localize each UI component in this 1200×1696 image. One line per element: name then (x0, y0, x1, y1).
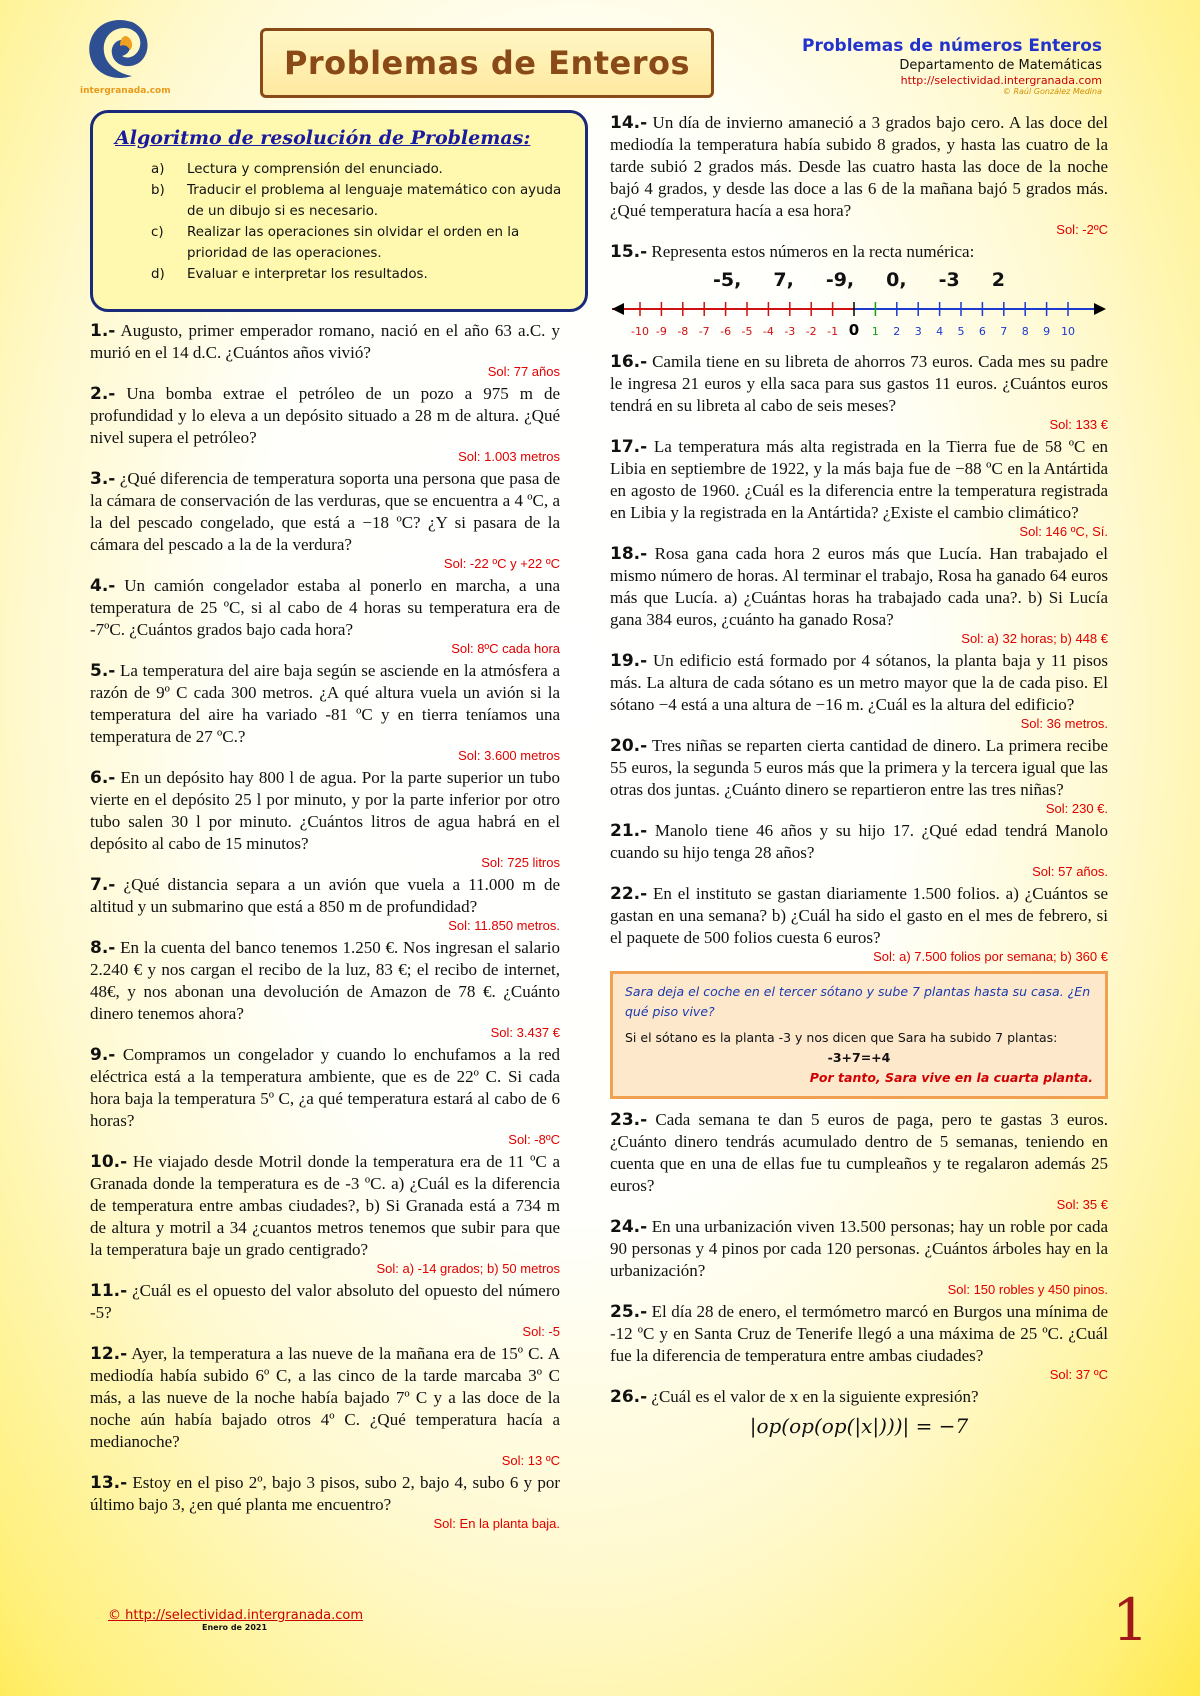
author: © Raúl González Medina (1002, 87, 1102, 96)
header-right-title: Problemas de números Enteros (802, 36, 1102, 56)
solution: Sol: En la planta baja. (433, 1516, 560, 1531)
note-result: Por tanto, Sara vive en la cuarta planta. (809, 1070, 1093, 1085)
tick-label: -8 (677, 325, 689, 338)
problem: 18.- Rosa gana cada hora 2 euros más que Lucía. Han trabajado el mismo número de horas. Al terminar el trabajo, Rosa ha ganado 64 euros más que Lucía. a) ¿Cuántas horas ha trabajado cada una?. b) Si Lucía gana 384 euros, ¿cuánto ha ganado Rosa? (610, 544, 1109, 629)
page-title: Problemas de Enteros (283, 44, 691, 82)
problem: 4.- Un camión congelador estaba al ponerlo en marcha, a una temperatura de 25 ºC, si al cabo de 4 horas su temperatura era de -7ºC. ¿Cuántos grados bajo cada hora? (90, 576, 561, 639)
problem: 6.- En un depósito hay 800 l de agua. Por la parte superior un tubo vierte en el depósito 25 l por minuto, y por la parte inferior por otro tubo salen 30 l por minuto. ¿Cuántos litros de agua habrá en el depósito al cabo de 15 minutos? (90, 768, 561, 853)
solution: Sol: 57 años. (1032, 864, 1108, 879)
problem: 1.- Augusto, primer emperador romano, nació en el año 63 a.C. y murió en el 14 d.C. ¿Cuántos años vivió? (90, 321, 560, 362)
number-line (610, 291, 1108, 347)
example-note (610, 971, 1108, 1099)
problem: 24.- En una urbanización viven 13.500 personas; hay un roble por cada 90 personas y 4 pinos por cada 120 personas. ¿Cuántos árboles hay en la urbanización? (610, 1217, 1109, 1280)
problem: 19.- Un edificio está formado por 4 sótanos, la planta baja y 11 pisos más. La altura de cada sótano es un metro mayor que la de cada piso. El sótano −4 está a una altura de −16 m. ¿Cuál es la altura del edificio? (610, 651, 1108, 714)
plot-number: -3 (938, 269, 960, 291)
footer-date: Enero de 2021 (202, 1623, 268, 1632)
tick-label: -6 (720, 325, 732, 338)
algorithm-step: d) Evaluar e interpretar los resultados. (151, 267, 428, 282)
solution: Sol: 133 € (1049, 417, 1108, 432)
problem: 11.- ¿Cuál es el opuesto del valor absoluto del opuesto del número -5? (90, 1281, 561, 1322)
note-calc: -3+7=+4 (827, 1050, 891, 1065)
problem: 10.- He viajado desde Motril donde la temperatura era de 11 ºC a Granada donde la temperatura es de -3 ºC. a) ¿Cuál es la diferencia de temperatura entre ambas ciudades?, b) Si Granada está a 734 m de altura y motril a 34 ¿cuantos metros tenemos que subir para que la temperatura baje un grado centigrado? (90, 1152, 561, 1259)
tick-label: 4 (936, 325, 944, 338)
solution: Sol: 146 ºC, Sí. (1019, 524, 1108, 539)
problems-group (610, 351, 1108, 965)
solution: Sol: a) -14 grados; b) 50 metros (376, 1261, 560, 1276)
solution: Sol: 36 metros. (1020, 716, 1108, 731)
tick-label: -10 (631, 325, 649, 338)
problem: 22.- En el instituto se gastan diariamente 1.500 folios. a) ¿Cuántos se gastan en una semana? b) ¿Cuál ha sido el gasto en el mes de febrero, si el paquete de 500 folios cuesta 6 euros? (610, 884, 1108, 947)
algorithm-title: Algoritmo de resolución de Problemas: (115, 127, 531, 149)
problem: 20.- Tres niñas se reparten cierta cantidad de dinero. La primera recibe 55 euros, la segunda 5 euros más que la primera y la tercera igual que las otras dos juntas. ¿Cuánto dinero se repartieron entre las tres niñas? (610, 736, 1108, 799)
problem: 16.- Camila tiene en su libreta de ahorros 73 euros. Cada mes su padre le ingresa 21 euros y ella saca para sus gastos 11 euros. ¿Cuántos euros tendrá en su libreta al cabo de seis meses? (610, 352, 1108, 415)
tick-label: -4 (762, 325, 774, 338)
problem: 9.- Compramos un congelador y cuando lo enchufamos a la red eléctrica está a la temperatura ambiente, que es de 22º C. Si cada hora baja la temperatura 5º C, ¿a qué temperatura estará al cabo de 6 horas? (90, 1045, 561, 1130)
tick-label: 9 (1043, 325, 1051, 338)
solution: Sol: 37 ºC (1049, 1367, 1108, 1382)
tick-label: 3 (914, 325, 922, 338)
tick-label: -2 (805, 325, 817, 338)
problem: 2.- Una bomba extrae el petróleo de un pozo a 975 m de profundidad y lo eleva a un depósito situado a 28 m de altura. ¿Qué nivel supera el petróleo? (90, 384, 560, 447)
plot-number: 7, (773, 269, 794, 291)
left-column (90, 320, 560, 1535)
solution: Sol: -2ºC (1056, 222, 1108, 237)
problem: 12.- Ayer, la temperatura a las nueve de la mañana era de 15º C. A mediodía había subido 6º C, a las cinco de la tarde marcaba 3º C más, a las nueve de la noche había bajado 7º C y a las doce de la noche aún había bajado otros 4º C. ¿Qué temperatura hacía a medianoche? (90, 1344, 561, 1451)
footer-link[interactable]: © http://selectividad.intergranada.com (108, 1608, 364, 1623)
solution: Sol: 725 litros (481, 855, 560, 870)
problem: 14.- Un día de invierno amaneció a 3 grados bajo cero. A las doce del mediodía la temperatura había subido 8 grados, y hasta las cuatro de la tarde subió 2 grados más. Desde las cuatro hasta las doce de la noche bajó 4 grados, y desde las doce a las 6 de la mañana bajó 5 grados más. ¿Qué temperatura hacía a esa hora? (610, 113, 1109, 220)
tick-label: -1 (827, 325, 839, 338)
solution: Sol: 11.850 metros. (448, 918, 560, 933)
solution: Sol: 150 robles y 450 pinos. (947, 1282, 1108, 1297)
problem: 3.- ¿Qué diferencia de temperatura soporta una persona que pasa de la cámara de conservación de las verduras, que se encuentra a 4 ºC, a la del pescado congelado, que está a −18 ºC? ¿Y si pasara de la cámara del pescado a la de la verdura? (90, 469, 561, 554)
plot-number: 2 (991, 269, 1005, 291)
problem: 5.- La temperatura del aire baja según se asciende en la atmósfera a razón de 9º C cada 300 metros. ¿A qué altura vuela un avión si la temperatura del aire ha variado -81 ºC y en tierra teníamos una temperatura de 27 ºC.? (90, 661, 561, 746)
solution: Sol: -22 ºC y +22 ºC (443, 556, 560, 571)
tick-label: 6 (978, 325, 986, 338)
algorithm-step: a) Lectura y comprensión del enunciado. (151, 162, 443, 177)
note-question: Sara deja el coche en el tercer sótano y sube 7 plantas hasta su casa. ¿En qué piso vive? (625, 984, 1091, 1019)
plot-number: 0, (886, 269, 907, 291)
note-explanation: Si el sótano es la planta -3 y nos dicen que Sara ha subido 7 plantas: (625, 1030, 1058, 1045)
tick-label: 10 (1061, 325, 1075, 338)
algorithm-step: c) Realizar las operaciones sin olvidar el orden en la prioridad de las operaciones. (151, 225, 520, 261)
problem: 25.- El día 28 de enero, el termómetro marcó en Burgos una mínima de -12 ºC y en Santa Cruz de Tenerife llegó a una máxima de 25 ºC. ¿Cuál fue la diferencia de temperatura entre ambas ciudades? (610, 1302, 1108, 1365)
solution: Sol: 35 € (1056, 1197, 1108, 1212)
tick-label: 2 (893, 325, 901, 338)
solution: Sol: 3.437 € (490, 1025, 560, 1040)
solution: Sol: 13 ºC (501, 1453, 560, 1468)
title-box (260, 28, 714, 98)
tick-label: -9 (655, 325, 667, 338)
header-url[interactable]: http://selectividad.intergranada.com (900, 74, 1102, 87)
solution: Sol: 3.600 metros (458, 748, 560, 763)
problem: 17.- La temperatura más alta registrada en la Tierra fue de 58 ºC en Libia en septiembre de 1922, y la más baja fue de −88 ºC en la Antártida en agosto de 1960. ¿Cuál es la diferencia entre la temperatura registrada en Libia y la registrada en la Antártida? ¿Existe el cambio climático? (610, 437, 1108, 522)
footer (108, 1608, 363, 1632)
tick-label: -5 (741, 325, 753, 338)
solution: Sol: 8ºC cada hora (451, 641, 560, 656)
plot-number: -5, (713, 269, 742, 291)
algorithm-box (90, 110, 588, 312)
header-info (682, 36, 1102, 96)
problem: 8.- En la cuenta del banco tenemos 1.250 €. Nos ingresan el salario 2.240 € y nos cargan el recibo de la luz, 83 €; el recibo de internet, 48€, y nos abonan una devolución de Amazon de 78 €. ¿Cuánto dinero tenemos ahora? (90, 938, 560, 1023)
solution: Sol: 77 años (487, 364, 560, 379)
plot-number: -9, (825, 269, 855, 291)
formula: |op(op(op(|x|)))| = −7 (749, 1414, 969, 1438)
tick-label: 1 (871, 325, 879, 338)
tick-label: 0 (848, 321, 860, 339)
tick-label: -7 (698, 325, 710, 338)
page-number: 1 (1112, 1586, 1149, 1654)
problems-group (610, 1109, 1108, 1383)
problem: 23.- Cada semana te dan 5 euros de paga, pero te gastas 3 euros. ¿Cuánto dinero tendrás acumulado dentro de 5 semanas, teniendo en cuenta que en una de ellas fue tu cumpleaños y te regalaron además 25 euros? (610, 1110, 1108, 1195)
tick-label: 7 (1000, 325, 1008, 338)
left-arrow-icon (612, 303, 624, 315)
logo (80, 16, 172, 100)
problem-26: 26.- ¿Cuál es el valor de x en la siguiente expresión? (610, 1387, 979, 1407)
logo-text: intergranada.com (80, 86, 171, 96)
solution: Sol: a) 32 horas; b) 448 € (961, 631, 1108, 646)
tick-label: 8 (1021, 325, 1029, 338)
tick-label: -3 (784, 325, 796, 338)
problems-group (610, 112, 1108, 238)
solution: Sol: a) 7.500 folios por semana; b) 360 € (873, 949, 1108, 964)
problem: 7.- ¿Qué distancia separa a un avión que vuela a 11.000 m de altitud y un submarino que está a 850 m de profundidad? (90, 875, 561, 916)
problem: 21.- Manolo tiene 46 años y su hijo 17. ¿Qué edad tendrá Manolo cuando su hijo tenga 28 años? (610, 821, 1109, 862)
problem: 13.- Estoy en el piso 2º, bajo 3 pisos, subo 2, bajo 4, subo 6 y por último bajo 3, ¿en qué planta me encuentro? (90, 1473, 561, 1514)
logo-icon (80, 16, 160, 84)
right-column (610, 112, 1108, 1438)
problem-15: 15.- Representa estos números en la recta numérica: (610, 242, 975, 262)
numbers-to-plot (610, 269, 1108, 291)
right-arrow-icon (1094, 303, 1106, 315)
department: Departamento de Matemáticas (899, 58, 1102, 73)
solution: Sol: 230 €. (1045, 801, 1108, 816)
solution: Sol: 1.003 metros (458, 449, 560, 464)
tick-label: 5 (957, 325, 965, 338)
solution: Sol: -5 (522, 1324, 560, 1339)
solution: Sol: -8ºC (508, 1132, 560, 1147)
algorithm-step: b) Traducir el problema al lenguaje matemático con ayuda de un dibujo si es necesario. (151, 183, 562, 219)
